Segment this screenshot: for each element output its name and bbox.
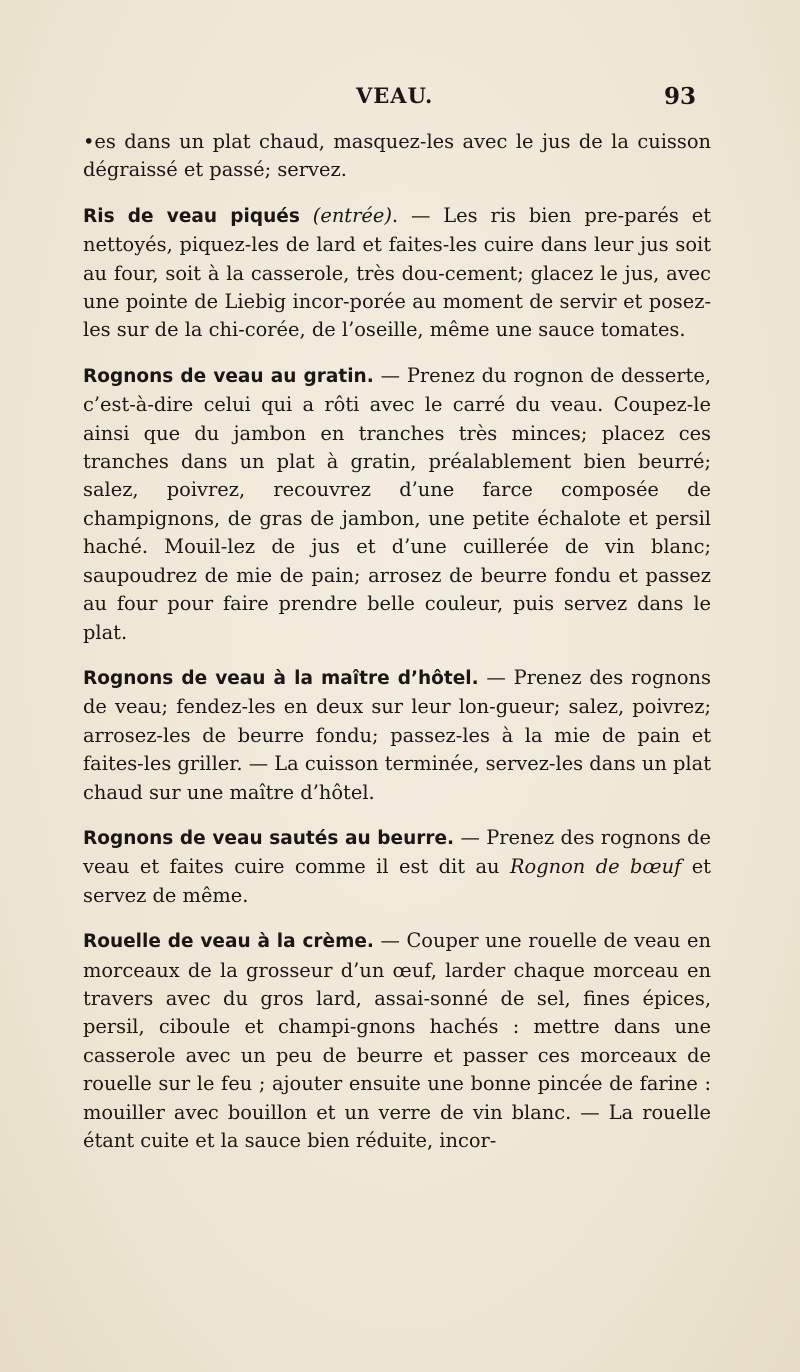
recipe-text: — Prenez des rognons de veau; fendez-les en deux sur leur lon-gueur; salez, poivrez; arrosez-les de beurre fondu; passez-les à la mie de pain et faites-les griller. — La cuisson terminée, servez-les dans un plat chaud sur une maître d’hôtel. <box>83 665 711 804</box>
recipe-heading: Rognons de veau à la maître d’hôtel. <box>83 667 479 689</box>
recipe-text: — Prenez du rognon de desserte, c’est-à-dire celui qui a rôti avec le carré du veau. Coupez-le ainsi que du jambon en tranches très minces; placez ces tranches dans un plat à gratin, préalablement bien beurré; salez, poivrez, recouvrez d’une farce composée de champignons, de gras de jambon, une petite échalote et persil haché. Mouil-lez de jus et d’une cuillerée de vin blanc; saupoudrez de mie de pain; arrosez de beurre fondu et passez au four pour faire prendre belle couleur, puis servez dans le plat. <box>83 363 711 644</box>
body-text <box>83 128 711 1155</box>
recipe-text: et servez de même. <box>83 855 711 907</box>
paragraph-continuation <box>83 128 711 185</box>
recipe-heading-note: (entrée) <box>312 203 392 227</box>
recipe-heading: Rognons de veau au gratin. <box>83 365 374 387</box>
recipe-ris-de-veau-piques <box>83 202 711 345</box>
page-number: 93 <box>664 83 697 110</box>
recipe-text: — Couper une rouelle de veau en morceaux de la grosseur d’un œuf, larder chaque morceau en travers avec du gros lard, assai-sonné de sel, fines épices, persil, ciboule et champi-gnons hachés : mettre dans une casserole avec un peu de beurre et passer ces morceaux de rouelle sur le feu ; ajouter ensuite une bonne pincée de farine : mouiller avec bouillon et un verre de vin blanc. — La rouelle étant cuite et la sauce bien réduite, incor- <box>83 929 711 1152</box>
recipe-text-before: — Prenez des rognons de veau et faites cuire comme il est dit au <box>83 825 711 879</box>
paragraph-text: •es dans un plat chaud, masquez-les avec le jus de la cuisson dégraissé et passé; servez. <box>83 130 711 182</box>
recipe-rognons-au-gratin <box>83 362 711 647</box>
running-head <box>0 83 800 113</box>
recipe-rouelle-a-la-creme <box>83 927 711 1155</box>
recipe-heading: Ris de veau piqués <box>83 205 300 227</box>
recipe-text: . — Les ris bien pre-parés et nettoyés, piquez-les de lard et faites-les cuire dans leur jus soit au four, soit à la casserole, très dou-cement; glacez le jus, avec une pointe de Liebig incor-porée au moment de servir et posez-les sur de la chi-corée, de l’oseille, même une sauce tomates. <box>83 203 711 342</box>
recipe-heading: Rognons de veau sautés au beurre. <box>83 827 455 849</box>
recipe-rognons-maitre-d-hotel <box>83 664 711 807</box>
recipe-rognons-sautes-au-beurre <box>83 824 711 910</box>
recipe-cross-reference: Rognon de bœuf <box>509 855 682 879</box>
recipe-heading: Rouelle de veau à la crème. <box>83 931 374 953</box>
running-head-title: VEAU. <box>356 83 434 108</box>
